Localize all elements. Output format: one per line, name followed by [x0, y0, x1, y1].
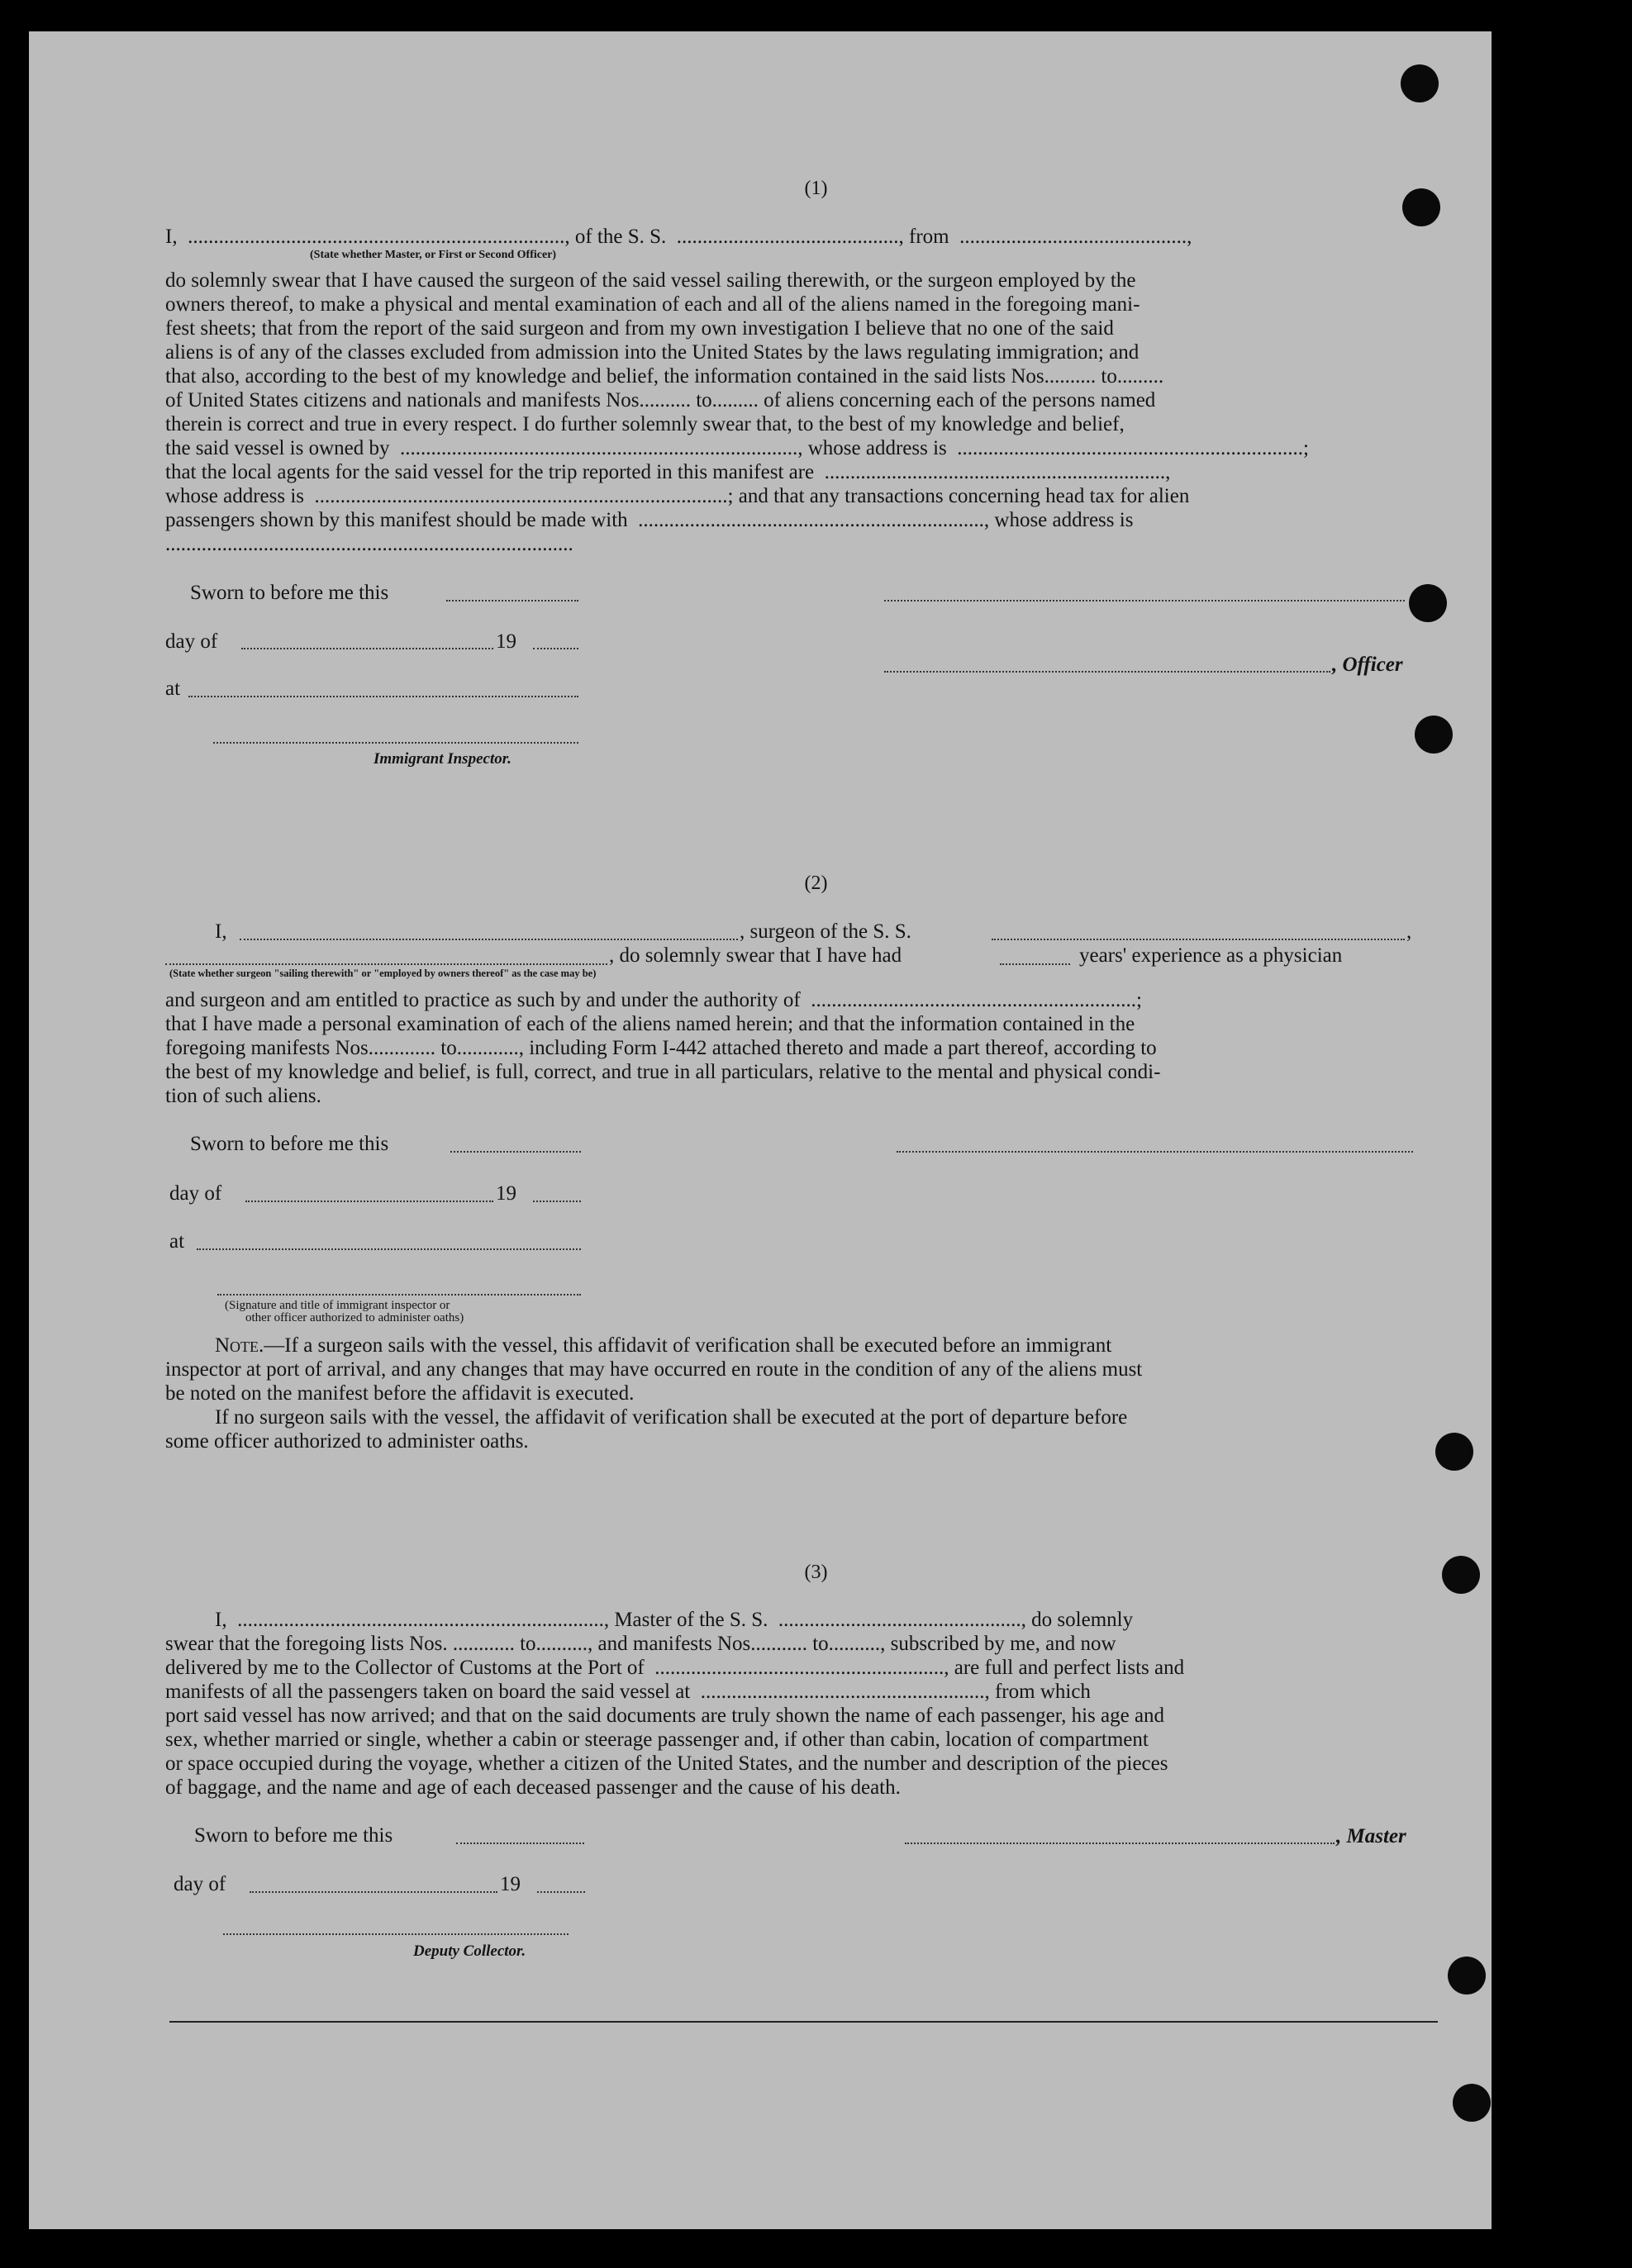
s2-note2-line: If no surgeon sails with the vessel, the affidavit of verification shall be executed at the port of departure before — [215, 1406, 1128, 1429]
s1-sworn-label: Sworn to before me this — [190, 582, 389, 604]
s3-collector-signature-field[interactable] — [223, 1933, 569, 1935]
bottom-rule — [169, 2021, 1438, 2023]
s2-note-line: Note.—If a surgeon sails with the vessel, this affidavit of verification shall be executed before an immigrant — [215, 1334, 1112, 1357]
s2-para-line: foregoing manifests Nos............. to............, including Form I-442 attached thereto and made a part thereof, according to — [165, 1037, 1157, 1059]
s2-note2-line: some officer authorized to administer oaths. — [165, 1430, 529, 1453]
s3-para-last: of baggage, and the name and age of each deceased passenger and the cause of his death. — [165, 1776, 901, 1799]
s2-years-field[interactable] — [1000, 963, 1070, 965]
section-1-heading: (1) — [804, 178, 828, 199]
s1-officer-label: , Officer — [1332, 654, 1403, 676]
s1-para-line: of United States citizens and nationals and manifests Nos.......... to......... of aliens concerning each of the persons named — [165, 389, 1156, 411]
s2-sworn-date-field[interactable] — [450, 1151, 581, 1153]
s2-day-field[interactable] — [245, 1201, 493, 1202]
s2-surgeon-status-field[interactable] — [165, 963, 607, 965]
s1-para-line: that also, according to the best of my knowledge and belief, the information contained in the said lists Nos.......... to......... — [165, 365, 1164, 388]
s3-para-line: I, ......................................................................., Master of the S. S. ..............................................., do solemnly — [215, 1609, 1134, 1631]
s3-para-line: delivered by me to the Collector of Customs at the Port of ........................................................, are full and perfect lists and — [165, 1657, 1185, 1679]
s3-year-prefix: 19 — [500, 1873, 521, 1895]
s2-surgeon-name-field[interactable] — [240, 939, 738, 940]
s2-inspector-signature-field[interactable] — [217, 1294, 581, 1296]
s2-para-line: the best of my knowledge and belief, is full, correct, and true in all particulars, relative to the mental and physical condi- — [165, 1061, 1161, 1083]
punch-hole — [1401, 64, 1439, 102]
s1-line1-text: I, ........................................................................., of the S. S. ..........................................., from ............................................, — [165, 226, 1192, 248]
punch-hole — [1453, 2084, 1491, 2122]
s3-day-field[interactable] — [250, 1891, 497, 1893]
s1-officer-caption: (State whether Master, or First or Second Officer) — [310, 249, 557, 261]
s2-comma: , — [1406, 920, 1412, 943]
s1-year-prefix: 19 — [496, 630, 516, 653]
s1-para-line: the said vessel is owned by ............................................................................., whose address is ...................................................................; — [165, 437, 1309, 459]
s3-master-label: , Master — [1336, 1825, 1406, 1847]
s1-inspector-label: Immigrant Inspector. — [374, 750, 511, 768]
s1-para-line: whose address is ................................................................................; and that any transactions concerning head tax for alien — [165, 485, 1190, 507]
s1-para-line: owners thereof, to make a physical and mental examination of each and all of the aliens named in the foregoing mani- — [165, 293, 1140, 316]
s3-master-signature-field[interactable] — [905, 1842, 1335, 1844]
s1-inspector-signature-field[interactable] — [213, 742, 578, 744]
s1-at-label: at — [165, 678, 181, 700]
s3-para-line: manifests of all the passengers taken on board the said vessel at ......................................................., from which — [165, 1681, 1091, 1703]
s3-sworn-date-field[interactable] — [456, 1842, 584, 1844]
s2-at-field[interactable] — [197, 1248, 581, 1250]
s1-officer-signature-field[interactable] — [884, 600, 1405, 601]
s2-surgeon-of-label: , surgeon of the S. S. — [740, 920, 911, 943]
s2-dayof-label: day of — [169, 1182, 222, 1205]
s2-sworn-label: Sworn to before me this — [190, 1133, 389, 1155]
s3-para-line: sex, whether married or single, whether a cabin or steerage passenger and, if other than cabin, location of compartment — [165, 1728, 1149, 1751]
s1-para-line: therein is correct and true in every respect. I do further solemnly swear that, to the best of my knowledge and belief, — [165, 413, 1125, 435]
s1-para-line: do solemnly swear that I have caused the surgeon of the said vessel sailing therewith, or the surgeon employed by the — [165, 269, 1136, 292]
s1-para-line: passengers shown by this manifest should be made with ..................................................................., whose address is — [165, 509, 1134, 531]
s3-collector-label: Deputy Collector. — [413, 1942, 526, 1960]
s2-para-last: tion of such aliens. — [165, 1085, 321, 1107]
s2-year-prefix: 19 — [496, 1182, 516, 1205]
section-3-heading: (3) — [804, 1562, 828, 1583]
s1-at-field[interactable] — [188, 696, 578, 697]
s2-year-field[interactable] — [533, 1201, 581, 1202]
section-1-line-1 — [165, 225, 1415, 249]
s1-officer-title-field[interactable] — [884, 671, 1330, 673]
s1-para-line: aliens is of any of the classes excluded from admission into the United States by the laws regulating immigration; and — [165, 341, 1140, 364]
s1-year-field[interactable] — [533, 648, 578, 649]
punch-hole — [1415, 716, 1453, 754]
s2-swear-text: , do solemnly swear that I have had — [609, 944, 902, 967]
s1-day-field[interactable] — [241, 648, 493, 649]
punch-hole — [1448, 1957, 1486, 1995]
s3-para-line: or space occupied during the voyage, whether a citizen of the United States, and the number and description of the pieces — [165, 1752, 1168, 1775]
s3-para-line: port said vessel has now arrived; and that on the said documents are truly shown the name of each passenger, his age and — [165, 1705, 1165, 1727]
s1-dayof-label: day of — [165, 630, 218, 653]
s1-para-line: that the local agents for the said vessel for the trip reported in this manifest are .................................................................., — [165, 461, 1171, 483]
s3-dayof-label: day of — [174, 1873, 226, 1895]
s2-ship-name-field[interactable] — [992, 939, 1405, 940]
s2-i-label: I, — [215, 920, 227, 943]
s2-surgeon-signature-field[interactable] — [897, 1151, 1413, 1153]
s3-para-line: swear that the foregoing lists Nos. ............ to.........., and manifests Nos........... to.........., subscribed by me, and now — [165, 1633, 1116, 1655]
punch-hole — [1435, 1433, 1473, 1471]
section-2-heading: (2) — [804, 872, 828, 894]
s2-para-line: and surgeon and am entitled to practice as such by and under the authority of ...............................................................; — [165, 989, 1142, 1011]
s2-note-line: be noted on the manifest before the affidavit is executed. — [165, 1382, 635, 1405]
s3-year-field[interactable] — [537, 1891, 585, 1893]
s1-para-last: ............................................................................... — [165, 533, 573, 555]
s1-para-line: fest sheets; that from the report of the said surgeon and from my own investigation I believe that no one of the said — [165, 317, 1114, 340]
s2-at-label: at — [169, 1230, 185, 1253]
s2-sig-caption-1: (Signature and title of immigrant inspector or — [225, 1299, 450, 1312]
s1-sworn-date-field[interactable] — [446, 600, 578, 601]
s2-note-line: inspector at port of arrival, and any changes that may have occurred en route in the condition of any of the aliens must — [165, 1358, 1143, 1381]
s2-status-caption: (State whether surgeon "sailing therewith" or "employed by owners thereof" as the case may be) — [169, 968, 597, 979]
punch-hole — [1409, 584, 1447, 622]
s2-sig-caption-2: other officer authorized to administer oaths) — [245, 1311, 464, 1324]
s3-sworn-label: Sworn to before me this — [194, 1824, 393, 1847]
s2-para-line: that I have made a personal examination of each of the aliens named herein; and that the information contained in the — [165, 1013, 1135, 1035]
s2-years-label: years' experience as a physician — [1079, 944, 1343, 967]
